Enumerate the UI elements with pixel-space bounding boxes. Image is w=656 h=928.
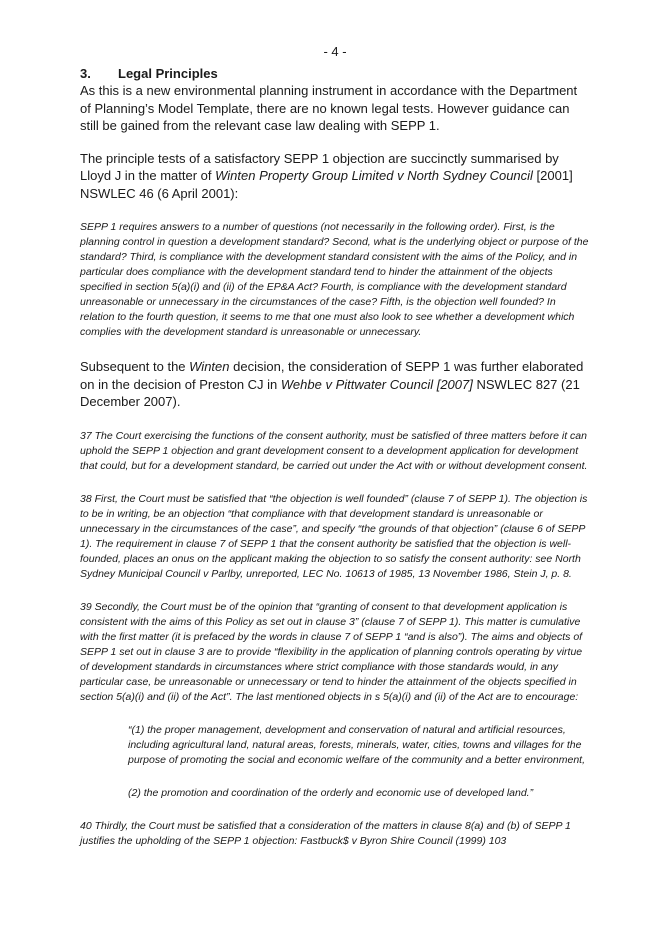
act-object-2: (2) the promotion and coordination of the orderly and economic use of developed land.” bbox=[128, 786, 534, 799]
wehbe-paragraph-40: 40 Thirdly, the Court must be satisfied that a consideration of the matters in clause 8(a) and (b) of SEPP 1 justifies the upholding of the SEPP 1 objection: Fastbuck$ v Byron Shire Council (1999) 103 bbox=[80, 819, 571, 847]
case-name-winten-short: Winten bbox=[189, 359, 230, 374]
subsequent-text-2: decision, the consideration of SEPP 1 was further elaborated on in the decision of Preston CJ in bbox=[80, 359, 584, 392]
section-number: 3. bbox=[80, 66, 91, 81]
case-name-wehbe: Wehbe v Pittwater Council [2007] bbox=[280, 376, 473, 392]
act-object-1: “(1) the proper management, development and conservation of natural and artificial resources, including agricultural land, natural areas, forests, minerals, water, cities, towns and villages for the purpose of promoting the social and economic welfare of the community and a better environment, bbox=[128, 723, 586, 766]
wehbe-paragraph-39: 39 Secondly, the Court must be of the opinion that “granting of consent to that development application is consistent with the aims of this Policy as set out in clause 3” (clause 7 of SEPP 1). This matter is cumulative with the first matter (it is prefaced by the words in clause 7 of SEPP 1 “and is also”). The aims and objects of SEPP 1 set out in clause 3 are to provide “flexibility in the application of planning controls operating by virtue of development standards in circumstances where strict compliance with those standards would, in any particular case, be unreasonable or unnecessary or tend to hinder the attainment of the objects specified in section 5(a)(i) and (ii) of the Act”. The last mentioned objects in s 5(a)(i) and (ii) of the Act are to encourage: bbox=[80, 600, 583, 703]
winten-quote: SEPP 1 requires answers to a number of questions (not necessarily in the following order). First, is the planning control in question a development standard? Second, what is the underlying object or purpose of the standard? Third, is compliance with the development standard consistent with the aims of the Policy, and in particular does compliance with the development standard tend to hinder the attainment of the objects specified in section 5(a)(i) and (ii) of the EP&A Act? Fourth, is compliance with the development standard unreasonable or unnecessary in the circumstances of the case? Fifth, is the objection well founded? In relation to the fourth question, it seems to me that one must also look to see whether a development which complies with the development standard is unreasonable or unnecessary. bbox=[80, 221, 589, 338]
wehbe-paragraph-38: 38 First, the Court must be satisfied that “the objection is well founded” (clause 7 of SEPP 1). The objection is to be in writing, be an objection “that compliance with that development standard is unreasonable or unnecessary in the circumstances of the case”, and specify “the grounds of that objection” (clause 6 of SEPP 1). The requirement in clause 7 of SEPP 1 that the consent authority be satisfied that the objection is well-founded, places an onus on the applicant making the objection to so satisfy the consent authority: see North Sydney Municipal Council v Parlby, unreported, LEC No. 10613 of 1985, 13 November 1986, Stein J, p. 8. bbox=[80, 492, 588, 580]
principles-paragraph bbox=[80, 150, 590, 203]
document-page bbox=[80, 44, 590, 849]
intro-paragraph: As this is a new environmental planning instrument in accordance with the Department of Planning’s Model Template, there are no known legal tests. However guidance can still be gained from the relevant case law dealing with SEPP 1. bbox=[80, 83, 578, 133]
subsequent-paragraph bbox=[80, 358, 590, 411]
subsequent-text-3: NSWLEC 827 (21 December 2007). bbox=[80, 376, 580, 409]
section-title: Legal Principles bbox=[118, 66, 218, 81]
principles-text-before: The principle tests of a satisfactory SEPP 1 objection are succinctly summarised by Lloyd J in the matter of bbox=[80, 150, 559, 183]
case-name-winten: Winten Property Group Limited v North Sydney Council bbox=[215, 168, 533, 183]
subsequent-text-1: Subsequent to the bbox=[80, 359, 190, 374]
page-number: - 4 - bbox=[323, 44, 347, 59]
wehbe-paragraph-37: 37 The Court exercising the functions of the consent authority, must be satisfied of three matters before it can uphold the SEPP 1 objection and grant development consent to a development application for development that could, but for a development standard, be carried out under the Act with or without development consent. bbox=[80, 429, 588, 472]
section-heading bbox=[80, 65, 590, 82]
principles-text-after: [2001] NSWLEC 46 (6 April 2001): bbox=[80, 168, 573, 201]
